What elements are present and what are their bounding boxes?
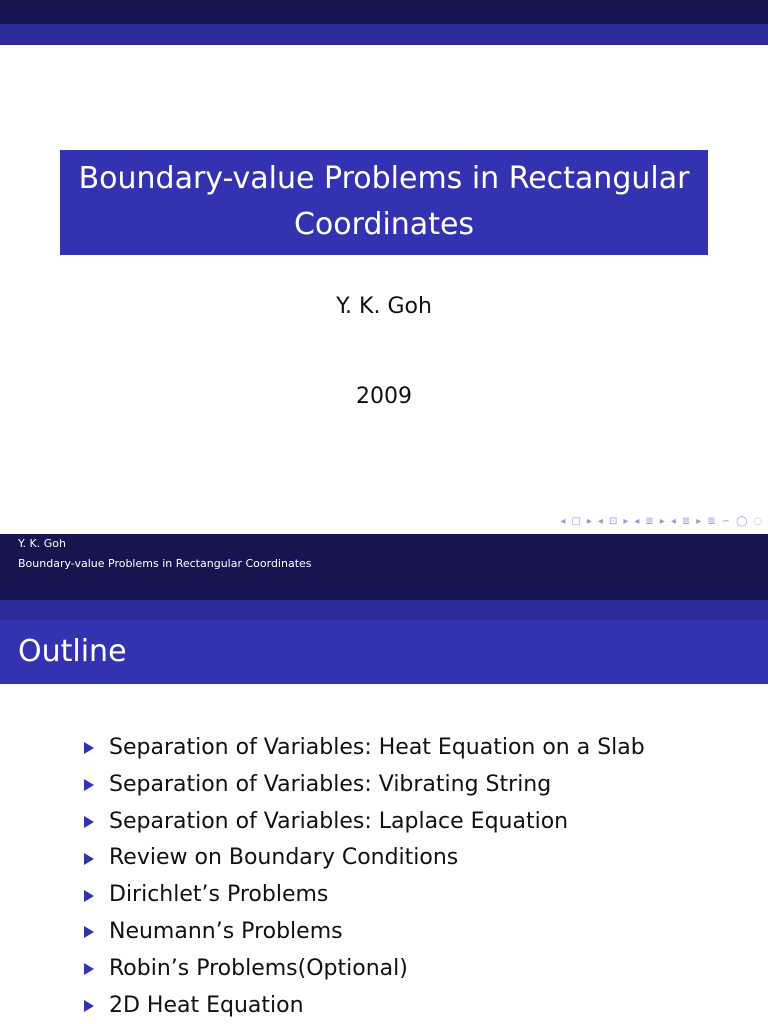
triangle-bullet-icon bbox=[84, 742, 94, 754]
nav-left-icon[interactable]: ◂ bbox=[560, 515, 566, 527]
list-item-label: 2D Heat Equation bbox=[109, 992, 304, 1018]
nav-section-icon[interactable]: ≣ bbox=[645, 515, 654, 527]
list-item bbox=[84, 988, 645, 1024]
nav-right-icon[interactable]: ▸ bbox=[659, 515, 665, 527]
list-item bbox=[84, 914, 645, 951]
headline-bar-dark bbox=[0, 0, 768, 24]
nav-section-icon[interactable]: ≣ bbox=[681, 515, 691, 527]
nav-subsection-icon[interactable]: ⊡ bbox=[608, 515, 618, 527]
navigation-symbols[interactable] bbox=[560, 514, 762, 528]
presentation-title-box bbox=[60, 150, 708, 255]
nav-right-icon[interactable]: ▸ bbox=[696, 515, 702, 527]
headline-bar bbox=[0, 600, 768, 620]
nav-frame-icon[interactable]: □ bbox=[571, 515, 581, 527]
triangle-bullet-icon bbox=[84, 853, 94, 865]
nav-back-icon[interactable]: ∽ bbox=[721, 515, 731, 527]
headline-info bbox=[0, 534, 768, 574]
list-item-label: Separation of Variables: Vibrating String bbox=[109, 771, 552, 797]
nav-search-icon[interactable]: ◯ bbox=[736, 515, 748, 527]
nav-document-icon[interactable]: ≣ bbox=[707, 515, 716, 527]
list-item-label: Neumann’s Problems bbox=[109, 918, 343, 944]
outline-slide bbox=[0, 534, 768, 1024]
list-item bbox=[84, 767, 645, 804]
frame-title-bar bbox=[0, 620, 768, 684]
nav-right-icon[interactable]: ▸ bbox=[586, 515, 592, 527]
presentation-title: Boundary-value Problems in Rectangular Coordinates bbox=[78, 161, 690, 242]
headline-bar-dark bbox=[0, 574, 768, 600]
nav-right-icon[interactable]: ▸ bbox=[623, 515, 629, 527]
triangle-bullet-icon bbox=[84, 1000, 94, 1012]
list-item bbox=[84, 730, 645, 767]
triangle-bullet-icon bbox=[84, 779, 94, 791]
triangle-bullet-icon bbox=[84, 816, 94, 828]
list-item bbox=[84, 951, 645, 988]
list-item-label: Separation of Variables: Heat Equation on a Slab bbox=[109, 735, 645, 760]
outline-list bbox=[84, 730, 645, 1024]
list-item-label: Robin’s Problems(Optional) bbox=[109, 955, 408, 981]
nav-left-icon[interactable]: ◂ bbox=[597, 515, 603, 527]
triangle-bullet-icon bbox=[84, 926, 94, 938]
nav-left-icon[interactable]: ◂ bbox=[670, 515, 676, 527]
frame-title: Outline bbox=[18, 634, 127, 669]
presentation-date: 2009 bbox=[356, 384, 412, 409]
list-item-label: Dirichlet’s Problems bbox=[109, 882, 329, 908]
list-item-label: Review on Boundary Conditions bbox=[109, 845, 459, 871]
headline-bar bbox=[0, 24, 768, 45]
list-item bbox=[84, 840, 645, 877]
triangle-bullet-icon bbox=[84, 890, 94, 902]
list-item-label: Separation of Variables: Laplace Equation bbox=[109, 808, 569, 834]
headline-author: Y. K. Goh bbox=[0, 534, 768, 554]
nav-forward-icon[interactable]: ◌ bbox=[753, 515, 762, 527]
list-item bbox=[84, 877, 645, 914]
author-name: Y. K. Goh bbox=[336, 294, 432, 319]
headline-title: Boundary-value Problems in Rectangular Coordinates bbox=[0, 554, 768, 574]
list-item bbox=[84, 804, 645, 841]
triangle-bullet-icon bbox=[84, 963, 94, 975]
nav-left-icon[interactable]: ◂ bbox=[634, 515, 640, 527]
